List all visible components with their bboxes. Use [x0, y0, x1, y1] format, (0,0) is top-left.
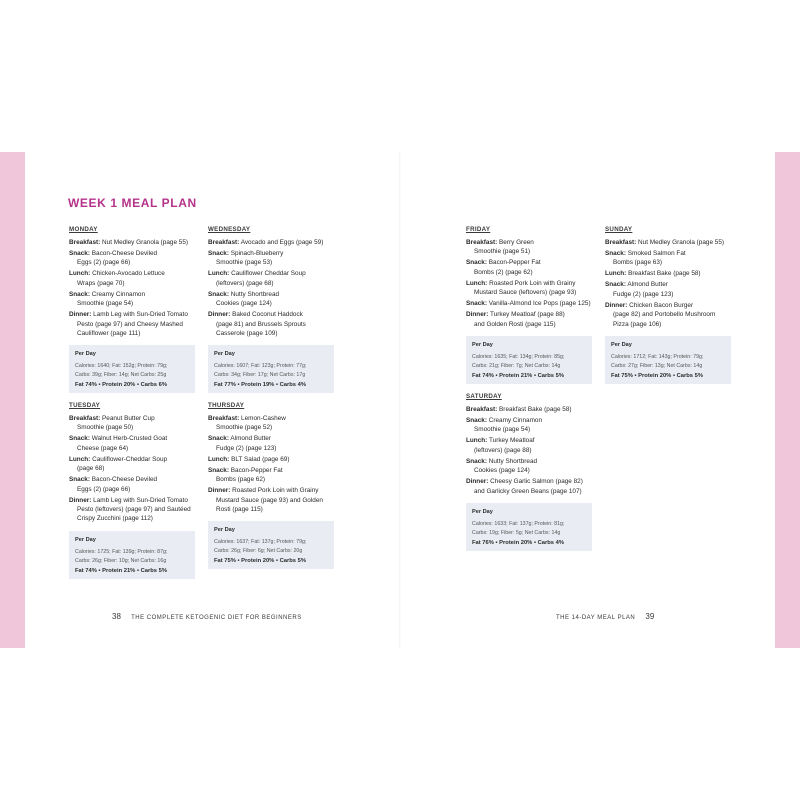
meal-entry: [605, 280, 733, 299]
meal-label: Snack:: [466, 300, 487, 308]
meal-text: Chicken Bacon Burger: [629, 301, 694, 309]
day-heading: FRIDAY: [466, 226, 491, 233]
meal-text: Roasted Pork Loin with Grainy: [489, 279, 576, 287]
nutrition-line: Calories: 1640; Fat: 152g; Protein: 79g;: [75, 363, 168, 370]
per-day-heading: Per Day: [75, 351, 96, 358]
page-title: WEEK 1 MEAL PLAN: [68, 196, 197, 210]
meal-label: Snack:: [69, 290, 90, 298]
meal-text: Cookies (page 124): [474, 467, 530, 475]
meal-text: Eggs (2) (page 66): [77, 485, 131, 493]
meal-entry: [466, 416, 594, 435]
right-footer: [556, 612, 654, 621]
meal-text: Berry Green: [499, 239, 534, 246]
meal-text: Wraps (page 70): [77, 279, 125, 287]
meal-entry: [69, 434, 197, 453]
meal-entry: [69, 238, 197, 247]
meal-entry: [69, 249, 197, 268]
meal-text: BLT Salad (page 69): [231, 455, 290, 463]
nutrition-line: Calories: 1725; Fat: 139g; Protein: 87g;: [75, 548, 168, 555]
meal-label: Snack:: [466, 457, 487, 465]
meal-text: Baked Coconut Haddock: [232, 311, 303, 319]
per-day-box: [605, 336, 731, 384]
meal-entry: [466, 238, 594, 257]
meal-text: Bombs (page 62): [216, 476, 266, 484]
meal-text: Nut Medley Granola (page 55): [638, 239, 725, 246]
meal-label: Dinner:: [466, 478, 489, 486]
meal-text: Bacon-Cheese Deviled: [91, 250, 158, 257]
meal-label: Breakfast:: [208, 415, 240, 422]
meal-label: Snack:: [69, 476, 90, 484]
meal-label: Breakfast:: [466, 239, 498, 246]
nutrition-line: Carbs: 21g; Fiber: 7g; Net Carbs: 14g: [472, 363, 561, 370]
meal-entry: [605, 269, 733, 278]
meal-text: Walnut Herb-Crusted Goat: [91, 435, 168, 443]
meal-entry: [466, 279, 594, 298]
meal-label: Snack:: [605, 281, 626, 289]
meal-text: Bacon-Pepper Fat: [488, 259, 541, 267]
right-running-title: THE 14-DAY MEAL PLAN: [556, 615, 636, 621]
meal-entry: [69, 290, 197, 309]
meal-label: Breakfast:: [605, 239, 637, 246]
meal-text: Pesto (leftovers) (page 97) and Sautéed: [77, 506, 191, 514]
meal-entry: [605, 238, 733, 247]
meal-label: Snack:: [208, 466, 229, 474]
macro-summary: Fat 74% • Protein 20% • Carbs 6%: [75, 382, 168, 389]
meal-label: Lunch:: [208, 270, 230, 278]
nutrition-line: Carbs: 27g; Fiber: 13g; Net Carbs: 14g: [611, 363, 703, 370]
meal-label: Breakfast:: [466, 406, 498, 413]
meal-label: Dinner:: [605, 301, 628, 309]
meal-label: Breakfast:: [69, 415, 101, 422]
meal-text: Spinach-Blueberry: [230, 250, 284, 257]
nutrition-line: Calories: 1607; Fat: 123g; Protein: 77g;: [214, 363, 307, 370]
day-column: [466, 393, 594, 551]
meal-text: Bombs (2) (page 62): [474, 268, 533, 276]
meal-label: Lunch:: [466, 437, 488, 445]
per-day-heading: Per Day: [611, 342, 632, 349]
left-running-title: THE COMPLETE KETOGENIC DIET FOR BEGINNERS: [131, 615, 302, 621]
meal-entry: [69, 269, 197, 288]
meal-text: Cauliflower Cheddar Soup: [231, 270, 306, 278]
book-gutter: [399, 152, 401, 648]
meal-entry: [208, 434, 336, 453]
nutrition-line: Carbs: 34g; Fiber: 17g; Net Carbs: 17g: [214, 372, 306, 379]
meal-entry: [605, 249, 733, 268]
meal-label: Snack:: [466, 417, 487, 424]
meal-text: and Golden Rosti (page 115): [474, 320, 556, 328]
meal-text: Almond Butter: [230, 435, 271, 443]
per-day-box: [208, 345, 334, 393]
meal-text: Mustard Sauce (leftovers) (page 93): [474, 289, 577, 297]
meal-text: Vanilla-Almond Ice Pops (page 125): [488, 300, 591, 308]
meal-label: Snack:: [208, 435, 229, 443]
meal-text: Lamb Leg with Sun-Dried Tomato: [93, 311, 188, 319]
left-page-number: 38: [112, 612, 121, 621]
meal-entry: [208, 486, 336, 514]
day-column: [208, 226, 336, 393]
meal-text: Casserole (page 109): [216, 330, 278, 338]
meal-text: Cheese (page 64): [77, 444, 129, 452]
per-day-heading: Per Day: [214, 351, 235, 358]
meal-text: Pesto (page 97) and Cheesy Mashed: [77, 320, 183, 328]
nutrition-line: Calories: 1637; Fat: 137g; Protein: 79g;: [214, 539, 307, 546]
meal-text: Lemon-Cashew: [241, 415, 286, 422]
right-page-number: 39: [645, 612, 655, 621]
meal-entry: [208, 414, 336, 433]
meal-label: Breakfast:: [208, 239, 240, 246]
left-page-edge: [0, 152, 25, 648]
meal-entry: [466, 436, 594, 455]
meal-label: Lunch:: [69, 455, 91, 463]
meal-text: Chicken-Avocado Lettuce: [92, 270, 165, 278]
nutrition-line: Carbs: 39g; Fiber: 14g; Net Carbs: 25g: [75, 372, 167, 379]
meal-text: (page 82) and Portobello Mushroom: [613, 311, 716, 319]
meal-text: Smoothie (page 53): [216, 259, 273, 267]
meal-entry: [69, 475, 197, 494]
macro-summary: Fat 76% • Protein 20% • Carbs 4%: [472, 540, 565, 547]
per-day-box: [208, 521, 334, 569]
day-column: [466, 226, 594, 384]
meal-entry: [466, 477, 594, 496]
meal-text: Breakfast Bake (page 58): [628, 270, 701, 278]
meal-label: Lunch:: [208, 455, 230, 463]
day-column: [69, 226, 197, 393]
meal-entry: [208, 290, 336, 309]
nutrition-line: Carbs: 26g; Fiber: 10g; Net Carbs: 16g: [75, 557, 167, 564]
meal-text: Creamy Cinnamon: [91, 290, 146, 298]
meal-label: Dinner:: [466, 311, 489, 319]
per-day-heading: Per Day: [75, 536, 96, 543]
right-page-edge: [775, 152, 800, 648]
meal-entry: [208, 269, 336, 288]
meal-text: (leftovers) (page 88): [474, 446, 532, 454]
meal-text: Creamy Cinnamon: [488, 417, 543, 424]
meal-label: Dinner:: [208, 487, 231, 495]
meal-text: Roasted Pork Loin with Grainy: [232, 487, 319, 495]
day-column: [605, 226, 733, 384]
per-day-box: [69, 531, 195, 579]
meal-text: Bombs (page 63): [613, 259, 663, 267]
nutrition-line: Calories: 1633; Fat: 137g; Protein: 81g;: [472, 521, 565, 528]
day-heading: SATURDAY: [466, 393, 502, 400]
meal-text: Bacon-Cheese Deviled: [91, 476, 158, 484]
meal-text: Fudge (2) (page 123): [613, 290, 674, 298]
meal-text: Smoothie (page 54): [77, 300, 134, 308]
meal-text: and Garlicky Green Beans (page 107): [474, 487, 582, 495]
meal-text: Lamb Leg with Sun-Dried Tomato: [93, 496, 188, 504]
per-day-box: [466, 336, 592, 384]
meal-text: (page 68): [77, 465, 105, 473]
day-heading: WEDNESDAY: [208, 226, 251, 233]
day-column: [69, 402, 197, 579]
meal-text: Crispy Zucchini (page 112): [77, 515, 153, 523]
meal-text: Smoothie (page 50): [77, 424, 134, 432]
meal-text: Breakfast Bake (page 58): [499, 406, 572, 413]
meal-entry: [69, 414, 197, 433]
meal-entry: [466, 405, 594, 414]
meal-entry: [69, 455, 197, 474]
meal-text: Cookies (page 124): [216, 300, 272, 308]
meal-label: Snack:: [466, 259, 487, 267]
nutrition-line: Calories: 1712; Fat: 143g; Protein: 79g;: [611, 354, 704, 361]
per-day-heading: Per Day: [472, 342, 493, 349]
meal-text: Turkey Meatloaf (page 88): [490, 311, 565, 319]
meal-text: Cheesy Garlic Salmon (page 82): [490, 478, 583, 486]
macro-summary: Fat 74% • Protein 21% • Carbs 5%: [472, 373, 565, 380]
meal-text: Rosti (page 115): [216, 506, 263, 514]
meal-label: Lunch:: [69, 270, 91, 278]
meal-text: Nutty Shortbread: [230, 290, 280, 298]
meal-label: Snack:: [208, 250, 229, 257]
meal-text: Cauliflower-Cheddar Soup: [92, 455, 168, 463]
meal-entry: [208, 310, 336, 338]
meal-text: Turkey Meatloaf: [488, 437, 535, 445]
meal-entry: [208, 466, 336, 485]
meal-text: (leftovers) (page 68): [216, 279, 274, 287]
meal-text: Avocado and Eggs (page 59): [240, 239, 324, 246]
meal-text: Smoothie (page 51): [474, 248, 531, 256]
macro-summary: Fat 75% • Protein 20% • Carbs 5%: [611, 373, 704, 380]
meal-label: Lunch:: [466, 279, 488, 287]
meal-text: (page 81) and Brussels Sprouts: [216, 320, 306, 328]
meal-entry: [69, 310, 197, 338]
meal-text: Cauliflower (page 111): [77, 330, 141, 338]
per-day-heading: Per Day: [472, 509, 493, 516]
day-heading: THURSDAY: [208, 402, 245, 409]
meal-text: Fudge (2) (page 123): [216, 444, 277, 452]
meal-label: Snack:: [69, 435, 90, 443]
meal-label: Snack:: [208, 290, 229, 298]
meal-text: Eggs (2) (page 66): [77, 259, 131, 267]
day-column: [208, 402, 336, 569]
meal-label: Dinner:: [69, 496, 92, 504]
meal-label: Lunch:: [605, 270, 627, 278]
nutrition-line: Carbs: 26g; Fiber: 6g; Net Carbs: 20g: [214, 548, 303, 555]
macro-summary: Fat 75% • Protein 20% • Carbs 5%: [214, 558, 307, 565]
meal-entry: [208, 455, 336, 464]
meal-entry: [208, 249, 336, 268]
meal-text: Nut Medley Granola (page 55): [102, 239, 189, 246]
per-day-box: [69, 345, 195, 393]
day-heading: TUESDAY: [69, 402, 101, 409]
meal-text: Pizza (page 106): [613, 320, 662, 328]
meal-entry: [466, 258, 594, 277]
meal-label: Snack:: [605, 250, 626, 257]
day-heading: SUNDAY: [605, 226, 633, 233]
meal-entry: [466, 310, 594, 329]
meal-text: Nutty Shortbread: [488, 457, 538, 465]
nutrition-line: Calories: 1635; Fat: 134g; Protein: 85g;: [472, 354, 565, 361]
meal-entry: [466, 457, 594, 476]
meal-text: Mustard Sauce (page 93) and Golden: [216, 496, 323, 504]
meal-label: Breakfast:: [69, 239, 101, 246]
meal-entry: [208, 238, 336, 247]
per-day-box: [466, 503, 592, 551]
meal-text: Smoothie (page 54): [474, 426, 531, 434]
meal-label: Dinner:: [208, 311, 231, 319]
meal-label: Dinner:: [69, 311, 92, 319]
meal-entry: [605, 301, 733, 329]
meal-text: Smoothie (page 52): [216, 424, 273, 432]
meal-entry: [69, 496, 197, 524]
meal-text: Almond Butter: [627, 281, 668, 289]
macro-summary: Fat 77% • Protein 19% • Carbs 4%: [214, 382, 307, 389]
nutrition-line: Carbs: 19g; Fiber: 5g; Net Carbs: 14g: [472, 530, 561, 537]
meal-label: Snack:: [69, 250, 90, 257]
meal-text: Smoked Salmon Fat: [627, 250, 686, 257]
day-heading: MONDAY: [69, 226, 98, 233]
macro-summary: Fat 74% • Protein 21% • Carbs 5%: [75, 567, 168, 574]
meal-text: Bacon-Pepper Fat: [230, 466, 283, 474]
left-footer: [112, 612, 302, 621]
meal-text: Peanut Butter Cup: [102, 415, 155, 422]
per-day-heading: Per Day: [214, 527, 235, 534]
meal-entry: [466, 299, 594, 308]
